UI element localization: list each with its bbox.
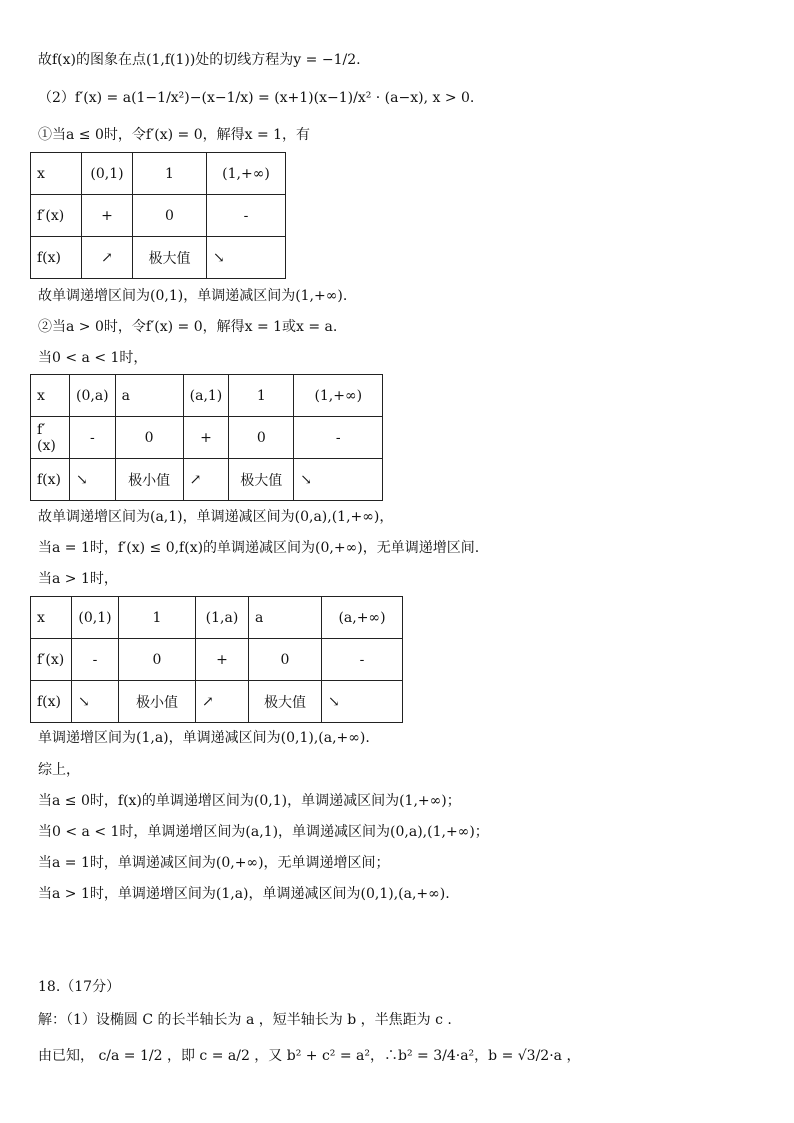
cell: 1: [133, 153, 207, 195]
cell: (1,+∞): [207, 153, 286, 195]
variation-table-1: [30, 152, 286, 279]
cell: a: [249, 597, 322, 639]
cell: 极小值: [115, 459, 183, 501]
cell: +: [82, 195, 133, 237]
cell: 极大值: [229, 459, 294, 501]
cell: ↘: [294, 459, 383, 501]
text-derivative: （2）f′(x) = a(1−1/x²)−(x−1/x) = (x+1)(x−1)/x² · (a−x), x > 0.: [38, 90, 475, 106]
cell: -: [322, 639, 403, 681]
cell: 0: [133, 195, 207, 237]
cell: f(x): [31, 681, 72, 723]
cell: -: [72, 639, 119, 681]
cell: -: [207, 195, 286, 237]
cell: x: [31, 375, 70, 417]
cell: (0,1): [82, 153, 133, 195]
cell: -: [70, 417, 116, 459]
cell: x: [31, 153, 82, 195]
cell: 极大值: [249, 681, 322, 723]
text-subcase-c: 当a > 1时，: [38, 571, 118, 587]
cell: 0: [115, 417, 183, 459]
cell: ↘: [322, 681, 403, 723]
text-summary-1: 当a ≤ 0时，f(x)的单调递增区间为(0,1)，单调递减区间为(1,+∞)；: [38, 793, 461, 809]
cell: a: [115, 375, 183, 417]
cell: x: [31, 597, 72, 639]
text-case-1: ①当a ≤ 0时，令f′(x) = 0，解得x = 1，有: [38, 127, 311, 143]
cell: (1,a): [196, 597, 249, 639]
cell: (0,a): [70, 375, 116, 417]
text-subcase-b: 当a = 1时，f′(x) ≤ 0,f(x)的单调递减区间为(0,+∞)，无单调递增区间.: [38, 540, 480, 556]
cell: 1: [229, 375, 294, 417]
cell: 0: [249, 639, 322, 681]
text-summary-3: 当a = 1时，单调递减区间为(0,+∞)，无单调递增区间；: [38, 855, 390, 871]
cell: 极小值: [119, 681, 196, 723]
text-subcase-a-result: 故单调递增区间为(a,1)，单调递减区间为(0,a),(1,+∞)，: [38, 509, 394, 525]
cell: (0,1): [72, 597, 119, 639]
cell: f(x): [31, 237, 82, 279]
variation-table-3: [30, 596, 403, 723]
cell: ↘: [72, 681, 119, 723]
text-case-1-result: 故单调递增区间为(0,1)，单调递减区间为(1,+∞).: [38, 288, 348, 304]
text-tangent-line: 故f(x)的图象在点(1,f(1))处的切线方程为y = −1/2.: [38, 52, 361, 68]
text-ellipse-relations: 由已知， c/a = 1/2 ，即 c = a/2 ，又 b² + c² = a²，∴b² = 3/4·a²，b = √3/2·a ，: [38, 1048, 581, 1064]
cell: f′(x): [31, 195, 82, 237]
cell: 1: [119, 597, 196, 639]
text-case-2: ②当a > 0时，令f′(x) = 0，解得x = 1或x = a.: [38, 319, 338, 335]
cell: ↘: [70, 459, 116, 501]
cell: +: [183, 417, 229, 459]
text-summary-4: 当a > 1时，单调递增区间为(1,a)，单调递减区间为(0,1),(a,+∞).: [38, 886, 450, 902]
cell: 极大值: [133, 237, 207, 279]
cell: ↗: [196, 681, 249, 723]
text-subcase-c-result: 单调递增区间为(1,a)，单调递减区间为(0,1),(a,+∞).: [38, 730, 370, 746]
variation-table-2: [30, 374, 383, 501]
cell: f(x): [31, 459, 70, 501]
cell: 0: [229, 417, 294, 459]
cell: ↗: [183, 459, 229, 501]
text-summary-heading: 综上，: [38, 762, 80, 778]
cell: (1,+∞): [294, 375, 383, 417]
cell: ↗: [82, 237, 133, 279]
text-summary-2: 当0 < a < 1时，单调递增区间为(a,1)，单调递减区间为(0,a),(1,+∞)；: [38, 824, 489, 840]
cell: +: [196, 639, 249, 681]
cell: f′(x): [31, 639, 72, 681]
cell: (a,+∞): [322, 597, 403, 639]
text-ellipse-setup: 解：（1）设椭圆 C 的长半轴长为 a ，短半轴长为 b ，半焦距为 c .: [38, 1012, 452, 1028]
cell: -: [294, 417, 383, 459]
cell: ↘: [207, 237, 286, 279]
problem-18-heading: 18.（17分）: [38, 979, 121, 995]
text-subcase-a: 当0 < a < 1时，: [38, 350, 148, 366]
cell: 0: [119, 639, 196, 681]
cell: f′(x): [31, 417, 70, 459]
cell: (a,1): [183, 375, 229, 417]
